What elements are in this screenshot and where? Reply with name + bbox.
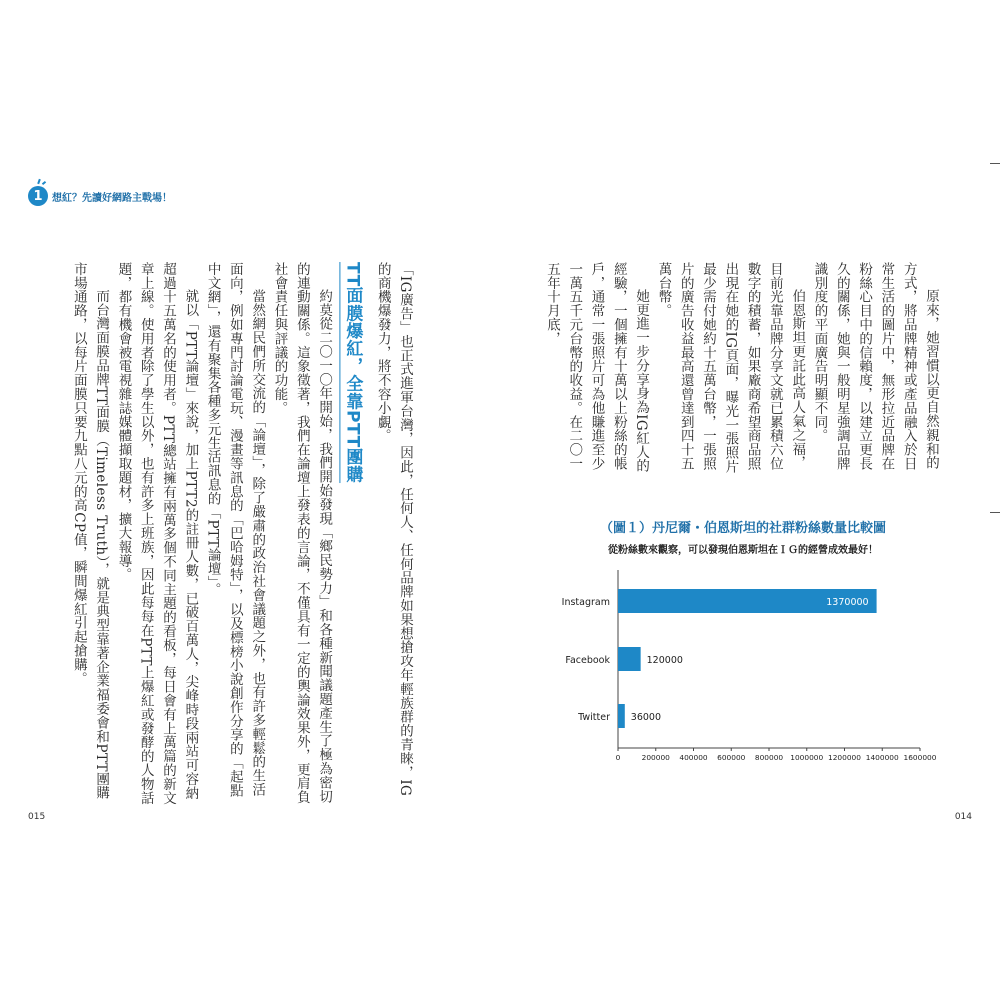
spark-icon-2 xyxy=(42,181,46,185)
chapter-title: 想紅？先讀好網路主戰場！ xyxy=(52,192,172,204)
page-number-left: 015 xyxy=(28,812,46,822)
x-tick-label: 1200000 xyxy=(828,753,861,762)
body-paragraph: 她更進一步分享身為IG紅人的經驗，一個擁有十萬以上粉絲的帳戶，通常一張照片可為他賺進至少一萬五千元台幣的收益。在二〇一五年十月底， xyxy=(543,262,650,473)
x-tick-label: 200000 xyxy=(641,753,670,762)
x-tick-label: 400000 xyxy=(679,753,708,762)
chapter-number: 1 xyxy=(33,188,43,204)
section-heading: TT面膜爆紅，全靠PTT團購 xyxy=(342,262,363,484)
body-paragraph: 原來，她習慣以更自然親和的方式，將品牌精神或產品融入於日常生活的圖片中，無形拉近品牌在粉絲心目中的信賴度，以建立更長久的關係，她與一般明星強調品牌識別度的平面廣告明顯不同。 xyxy=(811,262,939,471)
chart-subtitle: 從粉絲數來觀察，可以發現伯恩斯坦在ＩＧ的經營成效最好！ xyxy=(608,545,878,556)
chart-title: （圖１）丹尼爾・伯恩斯坦的社群粉絲數量比較圖 xyxy=(600,521,887,536)
chapter-number-badge xyxy=(28,186,48,206)
category-label-facebook: Facebook xyxy=(565,655,610,666)
x-tick-label: 1600000 xyxy=(903,753,937,762)
bar-chart xyxy=(500,0,1000,1000)
left-body-text xyxy=(68,262,416,807)
body-paragraph: 而台灣面膜品牌TT面膜（Timeless Truth），就是典型靠著企業福委會和PTT團購市場通路，以每片面膜只要九點八元的高CP值，瞬間爆紅引起搶購。 xyxy=(70,262,110,800)
right-page xyxy=(500,0,1000,1000)
body-paragraph: 就以「PTT論壇」來說，加上PTT2的註冊人數，已破百萬人，尖峰時段兩站可容納超過十五萬名的使用者。PTT總站擁有兩萬多個不同主題的看板，每日會有上萬篇的新文章上線。使用者除了學生以外，也有許多上班族，因此每每在PTT上爆紅或發酵的人物話題，都有機會被電視雜誌媒體擷取題材，擴大報導。 xyxy=(115,262,199,805)
bar-facebook xyxy=(618,647,641,671)
x-tick-label: 1000000 xyxy=(790,753,824,762)
value-label-facebook: 120000 xyxy=(646,655,683,666)
x-tick-label: 0 xyxy=(615,753,621,762)
category-label-twitter: Twitter xyxy=(578,712,610,723)
page-number-right: 014 xyxy=(954,812,972,822)
chapter-header xyxy=(28,186,172,206)
category-label-instagram: Instagram xyxy=(561,597,610,608)
body-paragraph: 約莫從二〇一〇年開始，我們開始發現「鄉民勢力」和各種新聞議題產生了極為密切的連動關係。這象徵著，我們在論壇上發表的言論，不僅具有一定的輿論效果外，更肩負社會責任與評議的功能。 xyxy=(271,262,333,805)
value-label-twitter: 36000 xyxy=(630,712,662,723)
x-tick-label: 1400000 xyxy=(865,753,899,762)
bar-twitter xyxy=(618,704,625,728)
x-tick-label: 600000 xyxy=(717,753,746,762)
value-label-instagram: 1370000 xyxy=(826,597,869,608)
body-paragraph: 伯恩斯坦更託此高人氣之福，目前光靠品牌分享文就已累積六位數字的積蓄，如果廠商希望商品照出現在她的IG頁面，曝光一張照片最少需付她約十五萬台幣，一張照片的廣告收益最高還曾達到四十五萬台幣。 xyxy=(655,262,806,474)
lead-paragraph: 「IG廣告」也正式進軍台灣，因此，任何人、任何品牌如果想搶攻年輕族群的青睞，IG的商機爆發力，將不容小覷。 xyxy=(374,262,413,797)
spark-icon xyxy=(37,179,41,184)
x-tick-label: 800000 xyxy=(754,753,784,762)
body-paragraph: 當然網民們所交流的「論壇」，除了嚴肅的政治社會議題之外，也有許多輕鬆的生活面向，例如專門討論電玩、漫畫等訊息的「巴哈姆特」，以及標榜小說創作分享的「起點中文網」，還有聚集各種多元生活訊息的「PTT論壇」。 xyxy=(204,262,266,798)
